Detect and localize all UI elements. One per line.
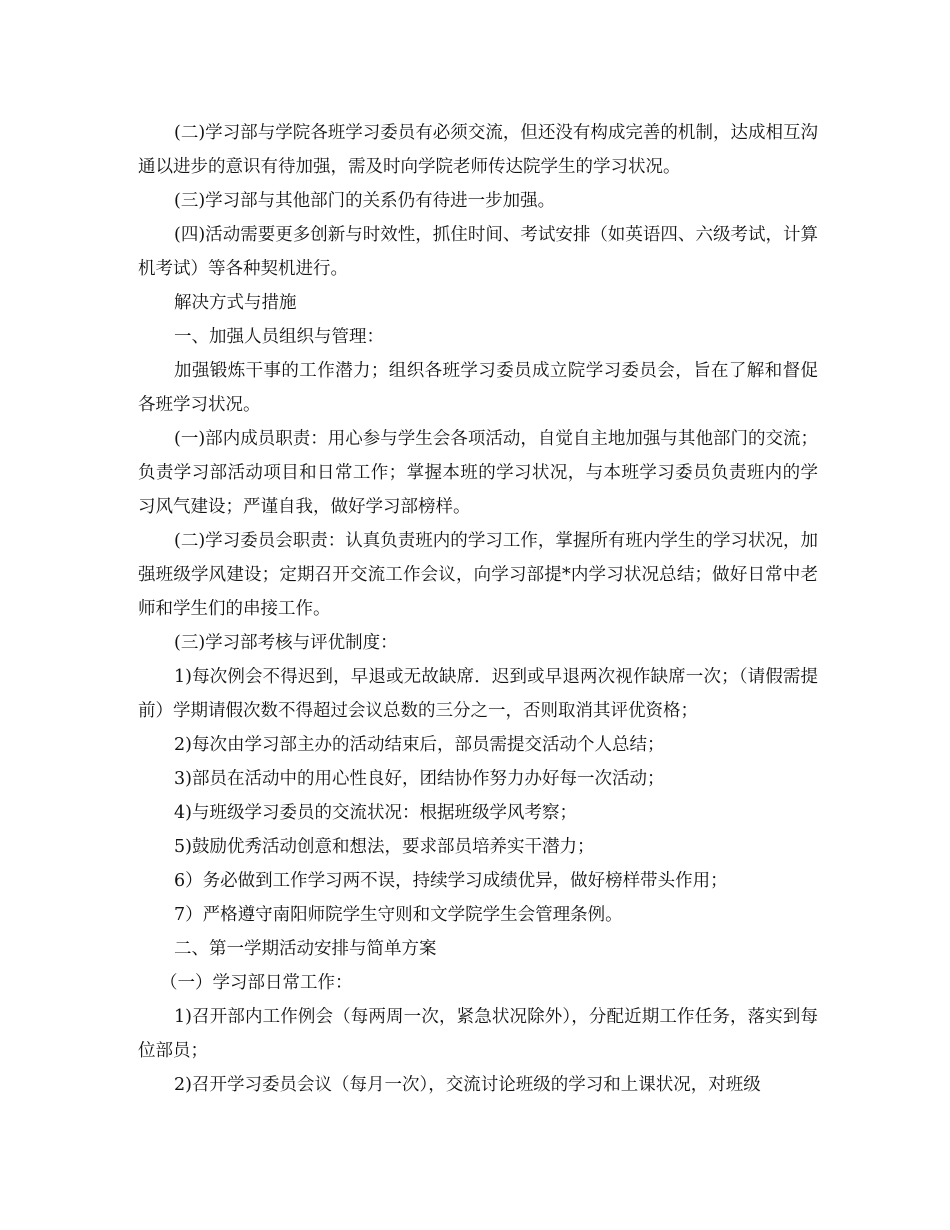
list-item-rule-7: 7）严格遵守南阳师院学生守则和文学院学生会管理条例。 <box>174 905 623 925</box>
paragraph-3-relations-with-departments: (三)学习部与其他部门的关系仍有待进一步加强。 <box>174 191 556 211</box>
section-heading-solutions: 解决方式与措施 <box>174 293 297 313</box>
paragraph-committee-duties: (二)学习委员会职责：认真负责班内的学习工作，掌握所有班内学生的学习状况，加强班级学风建设；定期召开交流工作会议，向学习部提*内学习状况总结；做好日常中老师和学生们的串接工作。 <box>138 531 818 619</box>
list-item-rule-2: 2)每次由学习部主办的活动结束后，部员需提交活动个人总结； <box>174 735 665 755</box>
paragraph-training-staff: 加强锻炼干事的工作潜力；组织各班学习委员成立院学习委员会，旨在了解和督促各班学习状况。 <box>138 361 818 415</box>
list-item-rule-3: 3)部员在活动中的用心性良好，团结协作努力办好每一次活动； <box>174 769 665 789</box>
subsection-heading-daily-work: （一）学习部日常工作： <box>160 973 353 993</box>
paragraph-4-activity-innovation: (四)活动需要更多创新与时效性，抓住时间、考试安排（如英语四、六级考试，计算机考试）等各种契机进行。 <box>138 225 818 279</box>
document-body <box>138 116 818 1102</box>
section-heading-personnel-management: 一、加强人员组织与管理： <box>174 327 384 347</box>
paragraph-evaluation-system: (三)学习部考核与评优制度： <box>174 633 398 653</box>
section-heading-first-semester-plan: 二、第一学期活动安排与简单方案 <box>174 939 437 959</box>
list-item-rule-5: 5)鼓励优秀活动创意和想法，要求部员培养实干潜力； <box>174 837 595 857</box>
list-item-rule-4: 4)与班级学习委员的交流状况：根据班级学风考察； <box>174 803 577 823</box>
paragraph-member-duties: (一)部内成员职责：用心参与学生会各项活动，自觉自主地加强与其他部门的交流；负责学习部活动项目和日常工作；掌握本班的学习状况，与本班学习委员负责班内的学习风气建设；严谨自我，做好学习部榜样。 <box>138 429 818 517</box>
list-item-rule-6: 6）务必做到工作学习两不误，持续学习成绩优异，做好榜样带头作用； <box>174 871 728 891</box>
paragraph-2-exchange-with-class-reps: (二)学习部与学院各班学习委员有必须交流，但还没有构成完善的机制，达成相互沟通以进步的意识有待加强，需及时向学院老师传达院学生的学习状况。 <box>138 123 818 177</box>
list-item-daily-work-1: 1)召开部内工作例会（每两周一次，紧急状况除外），分配近期工作任务，落实到每位部员； <box>138 1007 818 1061</box>
list-item-rule-1: 1)每次例会不得迟到，早退或无故缺席．迟到或早退两次视作缺席一次；（请假需提前）学期请假次数不得超过会议总数的三分之一，否则取消其评优资格； <box>138 667 818 721</box>
list-item-daily-work-2: 2)召开学习委员会议（每月一次），交流讨论班级的学习和上课状况，对班级 <box>174 1075 761 1095</box>
